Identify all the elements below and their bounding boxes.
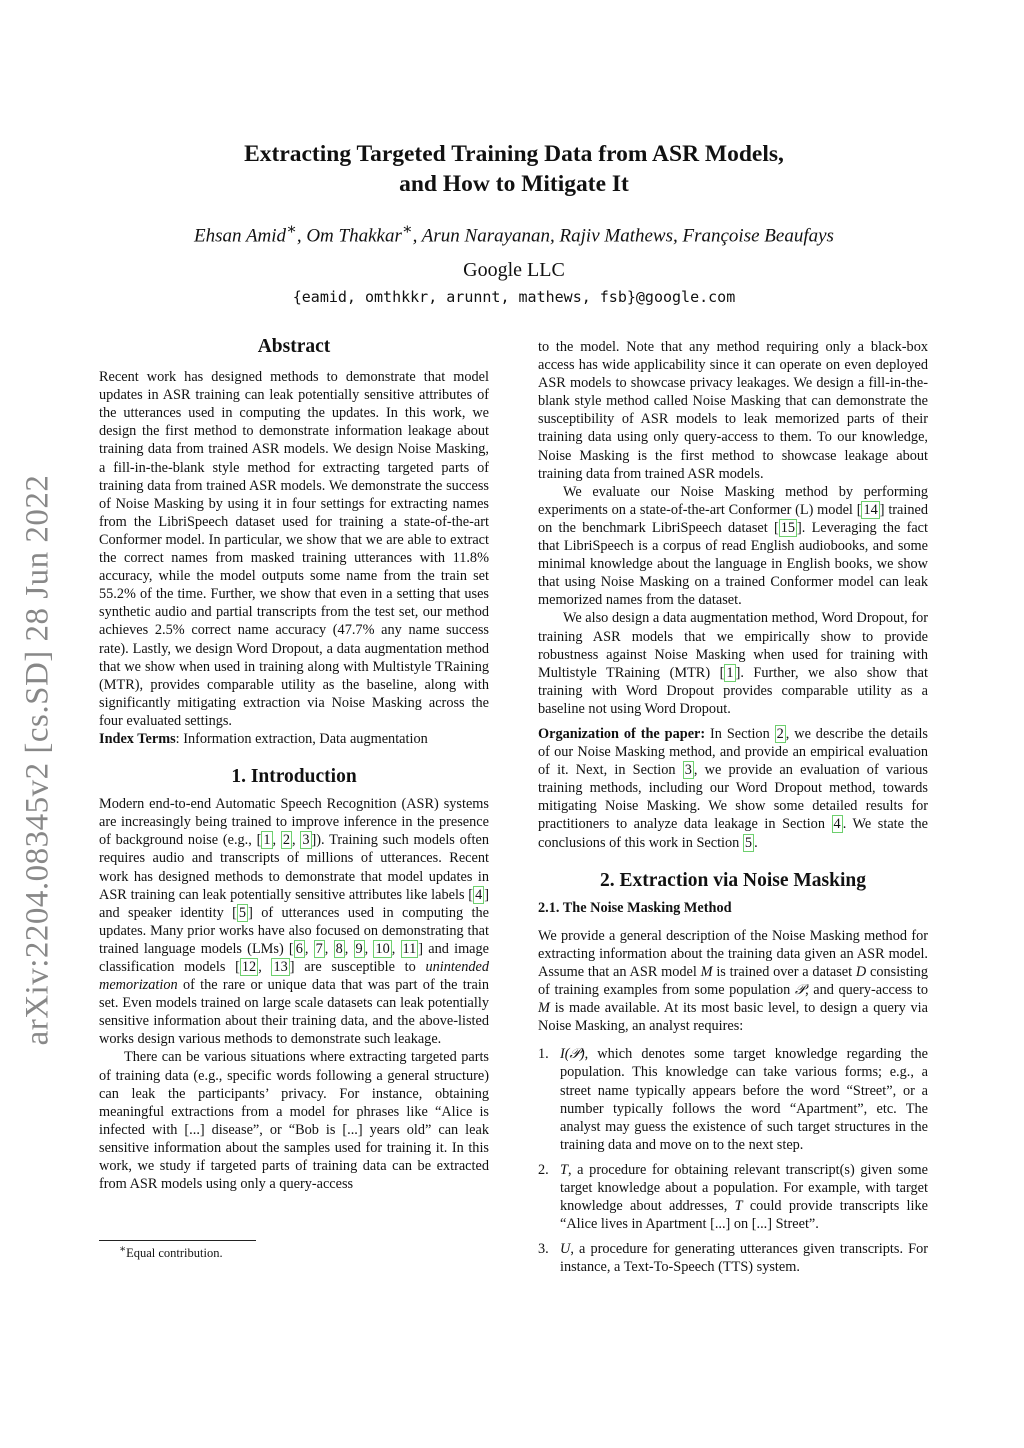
text-run: is trained over a dataset [712,964,856,980]
emphasis-text: unintended memorization [99,959,489,994]
text-run: , we provide an evaluation of various training methods, including our Word Dropout method, towards mitigating Noise Masking. We show some detailed results for practitioners to analyze data leakage in Section [538,762,928,833]
author-mark: ∗ [401,221,413,238]
citation-link[interactable]: 1 [726,664,734,681]
text-run: ]. Leveraging the fact that LibriSpeech is a corpus of read English audiobooks, and some minimal knowledge about the language in English books, we show that using Noise Masking on a trained Conformer model can leak memorized names from the dataset. [538,519,929,609]
citation-link[interactable]: 6 [295,940,303,957]
math-symbol: M [700,964,713,980]
text-run: We evaluate our Noise Masking method by performing experiments on a state-of-the-art Conformer (L) model [ [538,483,928,518]
text-run: , [304,940,314,957]
citation-link[interactable]: 14 [863,501,878,518]
section-link[interactable]: 2 [776,725,784,742]
index-terms [99,730,489,748]
paper-title [100,139,928,199]
intro-paragraph-1 [99,795,489,1048]
text-run: Modern end-to-end Automatic Speech Recognition (ASR) systems are increasingly being trained to improve inference in the presence of background noise (e.g., [ [99,796,489,849]
author-list [100,219,928,247]
citation-link[interactable]: 15 [780,519,796,536]
text-run: We also design a data augmentation method, Word Dropout, for training ASR models that we empirically show to provide robustness against Noise Masking when used for training with Multistyle TRaining (MTR) [ [538,610,928,681]
math-symbol: D [855,964,867,980]
citation-link[interactable]: 9 [355,940,363,957]
citation-link[interactable]: 2 [282,832,291,849]
citation-link[interactable]: 3 [302,832,310,849]
author-name: Françoise Beaufays [682,225,834,247]
footnote-area [99,1240,489,1262]
list-number: 3. [538,1241,549,1258]
author-separator: , [296,225,307,247]
email-list[interactable]: {eamid, omthkkr, arunnt, mathews, fsb}@google.com [292,288,736,306]
math-symbol: T [734,1198,743,1215]
author-name: Rajiv Mathews [559,225,673,247]
math-symbol: 𝒫 [794,982,806,999]
math-symbol: I(𝒫) [560,1046,585,1063]
list-item [538,1240,928,1276]
citation-link[interactable]: 8 [335,940,343,957]
list-text [560,1045,928,1154]
text-run: , a procedure for obtaining relevant transcript(s) given some target knowledge about a population. For example, with target knowledge about addresses, [560,1161,928,1215]
affiliation: Google LLC [463,259,565,281]
citation-link[interactable]: 4 [475,886,483,903]
text-run: . [754,834,758,851]
author-separator: , [412,225,422,247]
math-symbol: U [560,1241,571,1258]
citation-link[interactable]: 12 [241,959,257,975]
abstract-heading: Abstract [257,336,331,357]
author-mark: ∗ [286,221,297,238]
text-run: ] are susceptible to [289,959,426,975]
abstract-text: Recent work has designed methods to demonstrate that model updates in ASR training can leak potentially sensitive attributes of the utterances used in computing the updates. In this work, we design the first method to demonstrate information leakage about training data from trained ASR models. We design Noise Masking, a fill-in-the-blank style method for extracting targeted parts of training data from trained ASR models. We demonstrate the success of Noise Masking by using it in four settings for extracting names from the LibriSpeech dataset used for training a state-of-the-art Conformer model. In particular, we show that we are able to extract the correct names from masked training utterances with 11.8% accuracy, while the model outputs some name from the train set 55.2% of the time. Further, we show that even in a setting that uses synthetic audio and partial transcripts from the test set, our method achieves 2.5% correct name accuracy (47.7% any name success rate). Lastly, we design Word Dropout, a data augmentation method that we show when used in training along with Multistyle TRaining (MTR), provides comparable utility as the baseline, along with significantly mitigating extraction via Noise Masking across the four evaluated settings. [99,369,489,729]
organization-paragraph [538,725,928,852]
text-run: ] and speaker identity [ [99,886,489,921]
author-name: Om Thakkar [306,225,402,247]
text-run: ]). Training such models often requires audio and transcripts of millions of utterances. Recent work has designed methods to demonstrate that model updates in ASR training can leak potentially sensitive attributes like labels [ [99,832,489,903]
footnote [99,1241,489,1262]
footnote-text: Equal contribution. [126,1246,223,1261]
text-run: , [324,940,334,957]
citation-link[interactable]: 10 [375,940,390,957]
list-number: 1. [538,1046,549,1063]
citation-link[interactable]: 5 [238,904,247,921]
footnote-mark: ∗ [119,1244,127,1255]
list-number: 2. [538,1161,549,1178]
title-line-1: Extracting Targeted Training Data from ASR Models, [244,141,784,167]
author-separator: , [550,225,560,247]
title-line-2: and How to Mitigate It [399,171,629,197]
section-link[interactable]: 4 [833,816,841,833]
text-run: , and query-access to [805,982,928,999]
section-link[interactable]: 5 [744,834,753,851]
text-run: ] of utterances used in computing the updates. Many prior works have also focused on demonstrating that trained language models (LMs) [ [99,904,489,957]
text-run: , [344,940,354,957]
text-run: , a procedure for generating utterances given transcripts. For instance, a Text-To-Speech (TTS) system. [560,1241,928,1276]
requirements-list [538,1045,928,1276]
intro-paragraph-2: There can be various situations where extracting targeted parts of training data (e.g., specific words following a general structure) can leak the participants’ privacy. For instance, obtaining meaningful extractions from a model for phrases like “Alice is infected with [...] disease”, or “Bob is [...] years old” can leak sensitive information about the samples used for training it. In this work, we study if targeted parts of training data can be extracted from ASR models using only a query-access [99,1049,489,1193]
author-name: Ehsan Amid [194,225,287,247]
list-text [560,1240,928,1276]
list-text [560,1161,928,1233]
text-run: of the rare or unique data that was part of the train set. Even models trained on large scale datasets can leak potentially sensitive information about their training data, and the above-listed works design various methods to demonstrate such leakage. [99,977,489,1048]
citation-link[interactable]: 7 [315,940,323,957]
section-link[interactable]: 3 [684,762,692,779]
index-terms-value: : Information extraction, Data augmentation [175,730,428,747]
citation-link[interactable]: 13 [273,959,288,975]
text-run: ]. Further, we also show that training with Word Dropout provides comparable utility as a baseline not using Word Dropout. [538,664,928,717]
author-emails [100,288,928,307]
citation-link[interactable]: 1 [263,832,271,849]
text-run: , [292,832,301,849]
section-2-heading: 2. Extraction via Noise Masking [600,869,866,891]
text-run: consisting of training examples from some population [538,964,928,999]
intro-paragraph-5 [538,609,928,718]
text-run: , which denotes some target knowledge regarding the population. This knowledge can take various forms; e.g., a street name typically appears before the word “Street”, or a number typically follows the word “Apartment”, etc. The analyst may guess the existence of such target structures in the training data and move on to the next step. [560,1046,928,1153]
math-symbol: T [560,1161,568,1178]
text-run: . We state the conclusions of this work in Section [538,816,929,851]
list-item [538,1161,928,1233]
citation-link[interactable]: 11 [402,940,417,957]
organization-label: Organization of the paper: [538,725,706,742]
arxiv-sidebar-stamp [8,455,68,1065]
text-run: In Section [705,725,775,742]
text-run: , [272,832,281,849]
text-run: , [391,940,401,957]
subsection-2-1-heading: 2.1. The Noise Masking Method [538,899,732,916]
intro-paragraph-4 [538,483,928,610]
text-run: , [364,940,374,957]
math-symbol: M [538,1000,550,1017]
index-terms-label: Index Terms [99,730,176,747]
text-run: could provide transcripts like “Alice lives in Apartment [...] on [...] Street”. [560,1198,928,1233]
author-separator: , [673,225,683,247]
text-run: is made available. At its most basic level, to design a query via Noise Masking, an analyst requires: [538,1000,928,1035]
text-run: ] and image classification models [ [99,940,490,975]
text-run: ] trained on the benchmark LibriSpeech dataset [ [538,501,929,536]
arxiv-id: arXiv:2204.08345v2 [cs.SD] 28 Jun 2022 [19,474,56,1046]
right-column [538,338,928,1277]
text-run: , [258,959,272,975]
section-2-paragraph-1 [538,927,928,1036]
list-item [538,1045,928,1154]
intro-heading: 1. Introduction [231,766,357,788]
intro-paragraph-3: to the model. Note that any method requiring only a black-box access has wide applicability since it can operate on even deployed ASR models to showcase privacy leakages. We design a fill-in-the-blank style method called Noise Masking that can demonstrate the susceptibility of ASR models to leak memorized parts of their training data using only query-access to them. To our knowledge, Noise Masking is the first method to showcase leakage about training data from trained ASR models. [538,339,928,482]
left-column [99,336,490,1261]
text-run: We provide a general description of the Noise Masking method for extracting information about the training data given an ASR model. Assume that an ASR model [538,927,928,980]
author-name: Arun Narayanan [421,225,551,247]
text-run: , we describe the details of our Noise Masking method, and provide an empirical evaluation of it. Next, in Section [538,725,928,779]
